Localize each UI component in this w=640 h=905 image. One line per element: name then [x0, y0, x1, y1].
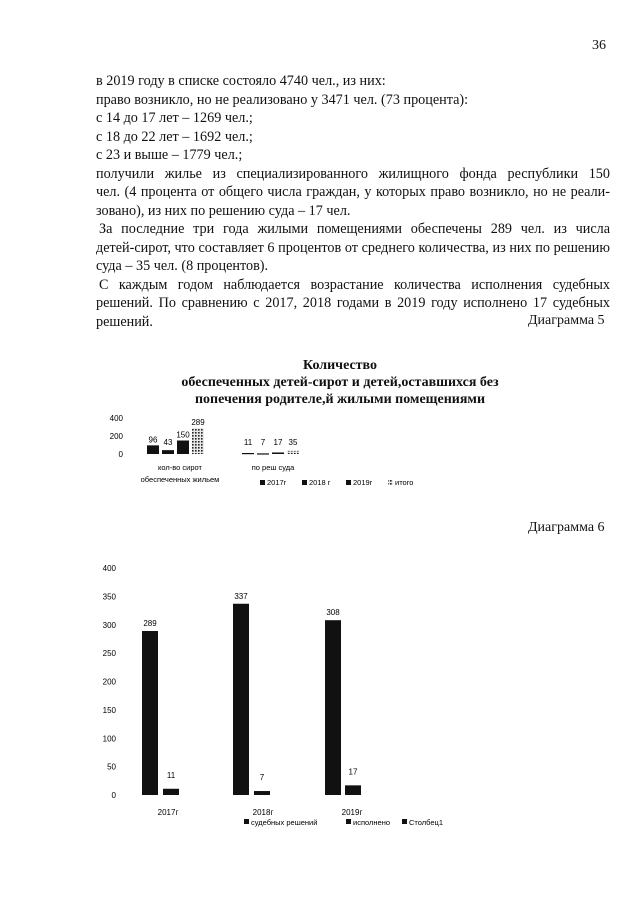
x-category-label: по реш суда: [251, 463, 295, 472]
x-category-label: 2018г: [252, 808, 274, 817]
data-label: 7: [259, 773, 265, 783]
x-category-label: 2019г: [341, 808, 363, 817]
data-label: 7: [260, 438, 266, 447]
legend-label: судебных решений: [251, 818, 318, 827]
y-tick-label: 250: [102, 649, 116, 659]
chart-5-title-line: Количество: [302, 358, 378, 373]
y-tick-label: 0: [111, 791, 116, 800]
paragraph-line: За последние три года жилыми помещениями обеспечены 289 чел. из числа: [99, 221, 610, 237]
legend-label: исполнено: [353, 818, 391, 827]
bar: [254, 791, 270, 795]
legend-swatch: [346, 819, 351, 824]
data-label: 43: [163, 438, 173, 447]
legend-label: 2018 г: [309, 478, 331, 487]
y-tick-label: 50: [107, 762, 116, 772]
diagram-5-caption: Диаграмма 5: [528, 313, 605, 328]
bar: [325, 620, 341, 795]
paragraph-line: с 23 и выше – 1779 чел.;: [96, 147, 243, 163]
paragraph-line: получили жилье из специализированного жилищного фонда республики 150: [96, 165, 610, 182]
data-label: 17: [273, 438, 283, 447]
data-label: 96: [148, 435, 158, 445]
bar: [233, 604, 249, 795]
data-label: 289: [191, 417, 205, 427]
y-tick-label: 100: [102, 734, 116, 744]
paragraph-line: с 18 до 22 лет – 1692 чел.;: [96, 128, 253, 145]
y-tick-label: 400: [109, 414, 123, 423]
y-tick-label: 400: [102, 564, 116, 573]
chart-5-title-line: обеспеченных детей-сирот и детей,оставшихся без: [181, 375, 499, 390]
data-label: 289: [143, 618, 157, 628]
data-label: 337: [234, 591, 248, 601]
data-label: 11: [166, 770, 176, 780]
y-tick-label: 150: [102, 705, 116, 715]
paragraph-line: решений. По сравнению с 2017, 2018 годами в 2019 году исполнено 17 судебных: [96, 295, 610, 311]
paragraph-line: детей-сирот, что составляет 6 процентов от среднего количества, из них по решению: [96, 239, 610, 256]
y-tick-label: 200: [109, 432, 123, 441]
y-tick-label: 300: [102, 620, 116, 630]
data-label: 17: [348, 767, 358, 777]
page-number: 36: [592, 38, 606, 53]
paragraph-line: чел. (4 процента от общего числа граждан, у которых право возникло, но не реали-: [96, 184, 610, 200]
x-category-label: кол-во сирот: [158, 463, 202, 472]
legend-swatch: [244, 819, 249, 824]
data-label: 308: [326, 608, 340, 618]
legend-label: 2019г: [353, 478, 373, 487]
y-tick-label: 0: [118, 450, 123, 459]
y-tick-label: 200: [102, 677, 116, 687]
x-category-label: обеспеченных жильем: [140, 475, 220, 484]
paragraph-line: решений.: [96, 313, 153, 330]
data-label: 11: [243, 438, 253, 447]
paragraph-line: зовано), из них по решению суда – 17 чел.: [96, 202, 351, 219]
data-label: 150: [176, 430, 190, 440]
legend-label: 2017г: [267, 478, 287, 487]
legend-label: Столбец1: [409, 818, 443, 827]
chart-5-title-line: попечения родителе,й жилыми помещениями: [194, 392, 486, 407]
x-category-label: 2017г: [157, 808, 179, 817]
diagram-6-caption: Диаграмма 6: [528, 520, 605, 535]
legend-swatch: [402, 819, 407, 824]
paragraph-line: суда – 35 чел. (8 процентов).: [96, 258, 269, 274]
paragraph-line: право возникло, но не реализовано у 3471 чел. (73 процента):: [96, 91, 469, 108]
bar: [345, 785, 361, 795]
legend-label: итого: [395, 478, 414, 487]
paragraph-line: С каждым годом наблюдается возрастание количества исполнения судебных: [99, 276, 610, 293]
bar: [142, 631, 158, 795]
data-label: 35: [288, 438, 298, 447]
paragraph-line: в 2019 году в списке состояло 4740 чел., из них:: [96, 73, 386, 89]
bar: [163, 789, 179, 795]
y-tick-label: 350: [102, 592, 116, 602]
paragraph-line: с 14 до 17 лет – 1269 чел.;: [96, 110, 253, 126]
